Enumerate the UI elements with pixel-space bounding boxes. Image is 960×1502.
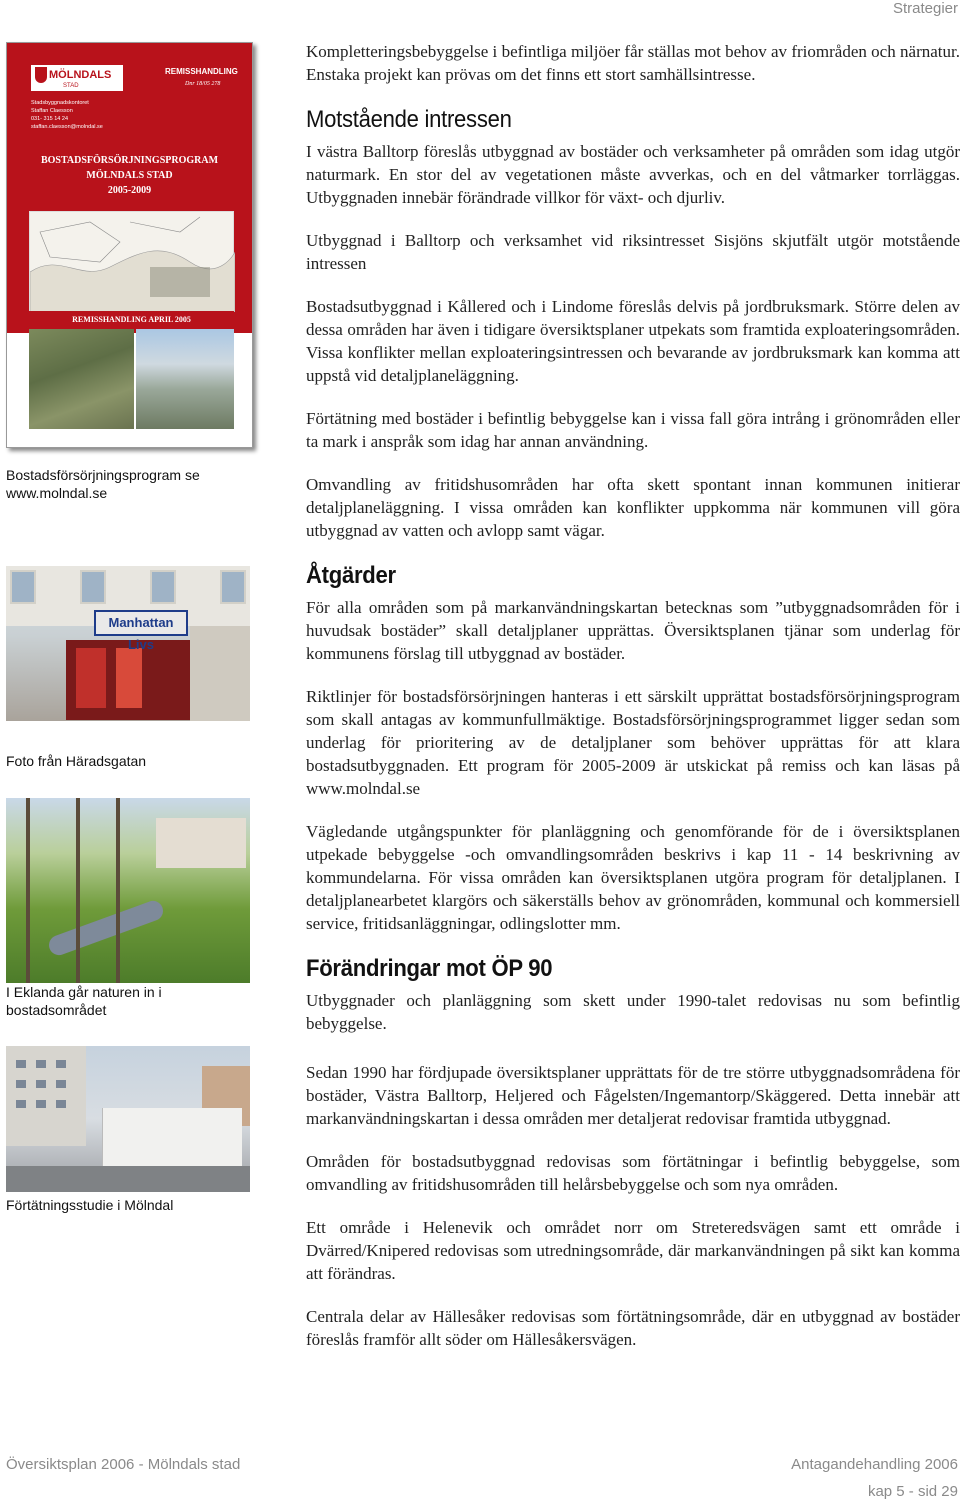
shop-poster	[76, 648, 106, 708]
shop-poster	[116, 648, 142, 708]
caption-cover: Bostadsförsörjningsprogram se www.molndal.se	[6, 467, 200, 501]
paragraph-utbyggnader: Utbyggnader och planläggning som skett under 1990-talet redovisas nu som befintlig bebyggelse.	[306, 991, 960, 1033]
logo-text: MÖLNDALS	[49, 69, 112, 81]
house	[156, 818, 246, 868]
window	[16, 1080, 26, 1088]
window	[16, 1060, 26, 1068]
footer-document-title: Översiktsplan 2006 - Mölndals stad	[6, 1456, 241, 1473]
footer-status: Antagandehandling 2006	[791, 1456, 958, 1473]
section-label: Strategier	[892, 0, 958, 17]
cover-title-line2: MÖLNDALS STAD	[86, 170, 173, 181]
window	[56, 1060, 66, 1068]
caption-building: Förtätningsstudie i Mölndal	[6, 1197, 174, 1213]
paragraph-riktlinjer: Riktlinjer för bostadsförsörjningen hanteras i ett särskilt upprättat bostadsförsörjningsprogram som skall antagas av kommunfullmäktige. Bostadsförsörjningsprogrammet ligger sedan som underlag för prioritering av de detaljplaner som behöver upprättas för att klara bostadsutbyggnaden. Ett program för 2005-2009 är utskickat på remiss och kan läsas på www.molndal.se	[306, 687, 960, 798]
heading-motstaende-intressen: Motstående intressen	[306, 106, 512, 133]
heading-atgarder: Åtgärder	[306, 562, 396, 589]
cover-title-line1: BOSTADSFÖRSÖRJNINGSPROGRAM	[40, 155, 219, 166]
densification-study-image	[6, 1046, 250, 1192]
caption-nature: I Eklanda går naturen in i bostadsområdet	[6, 984, 162, 1018]
caption-street: Foto från Häradsgatan	[6, 753, 147, 769]
side-wall	[190, 626, 250, 721]
contact-line: staffan.claesson@molndal.se	[31, 124, 103, 130]
paragraph-omraden: Områden för bostadsutbyggnad redovisas som förtätningar i befintlig bebyggelse, som omvandling av fritidshusområden till helårsbebyggelse och som nya områden.	[306, 1152, 960, 1194]
logo-sub: STAD	[63, 83, 79, 89]
shop-sign: Manhattan Livs	[94, 610, 188, 636]
contact-line: 031- 315 14 24	[31, 116, 69, 122]
heading-forandringar: Förändringar mot ÖP 90	[306, 955, 553, 982]
window	[16, 1100, 26, 1108]
tree	[26, 798, 30, 983]
cover-dnr: Dnr 18/05 278	[185, 81, 221, 87]
cover-photos	[29, 329, 234, 429]
window	[56, 1100, 66, 1108]
aerial-photo	[29, 329, 134, 429]
window	[220, 570, 246, 604]
contact-line: Stadsbyggnadskontoret	[31, 100, 89, 106]
window	[150, 570, 176, 604]
paragraph-fortatning: Förtätning med bostäder i befintlig bebyggelse kan i vissa fall göra intrång i grönområden eller ta mark i anspråk som idag har annan användning.	[306, 409, 960, 451]
paragraph-helenevik: Ett område i Helenevik och området norr om Streteredsvägen samt ett område i Dvärred/Knipered redovisas som utredningsområde, där markanvändningen på sikt kan komma att förändras.	[306, 1218, 960, 1283]
paragraph-kallered: Bostadsutbyggnad i Kållered och i Lindome föreslås delvis på jordbruksmark. Större delen av dessa områden har även i tidigare översiktsplaner utpekats som framtida exploateringsområden. Vissa konflikter mellan exploateringsintressen och bevarande av jordbruksmark kan komma att uppstå vid detaljplaneläggning.	[306, 297, 960, 385]
road	[6, 1166, 250, 1192]
tree	[76, 798, 80, 983]
street-houses-photo	[136, 329, 234, 429]
paragraph-balltorp: I västra Balltorp föreslås utbyggnad av bostäder och verksamheter på områden som idag utgör naturmark. En stor del av vegetationen måste avverkas, och en del våtmarker torrläggas. Utbyggnaden innebär förändrade villkor för växt- och djurliv.	[306, 142, 960, 207]
cover-map	[29, 211, 234, 311]
cover-remiss-title: REMISSHANDLING	[165, 67, 238, 76]
cover-banner: REMISSHANDLING APRIL 2005	[29, 311, 234, 329]
window	[36, 1080, 46, 1088]
paragraph-atgarder: För alla områden som på markanvändningskartan betecknas som ”utbyggnadsområden för i huvudsak bostäder” skall detaljplaner upprättas. Översiktsplanen tjänar som underlag för kommunens förslag till utbyggnad av bostäder.	[306, 598, 960, 663]
paragraph-vagledande: Vägledande utgångspunkter för planläggning och genomförande för de i översiktsplanen utpekade bebyggelse -och omvandlingsområden beskrivs i kap 11 - 14 beskrivning av kommundelarna. För vissa områden kan översiktsplanen utgöra program för detaljplanen. I detaljplanearbetet klargörs och säkerställs behov av grönområden, kommunal och kommersiell service, fritidsanläggningar, odlingslotter mm.	[306, 822, 960, 933]
program-cover-image	[6, 42, 253, 448]
paragraph-omvandling: Omvandling av fritidshusområden har ofta skett spontant innan kommunen initierar detaljplaneläggning. I vissa områden kan konflikter uppkomma när kommunen vill göra utbyggnad av vatten och avlopp samt vägar.	[306, 475, 960, 540]
cover-title-line3: 2005-2009	[107, 185, 152, 196]
tree	[116, 798, 120, 983]
coat-of-arms-icon	[35, 67, 47, 83]
new-building	[102, 1108, 242, 1168]
window	[56, 1080, 66, 1088]
window	[80, 570, 106, 604]
window	[10, 570, 36, 604]
main-content	[306, 40, 960, 1371]
map-illustration	[30, 212, 235, 312]
paragraph-sisjon: Utbyggnad i Balltorp och verksamhet vid riksintresset Sisjöns skjutfält utgör motstående intressen	[306, 231, 960, 273]
paragraph-sedan-1990: Sedan 1990 har fördjupade översiktsplaner upprättats för de tre större utbyggnadsområdena för bostäder, Västra Balltorp, Heljered och Fågelsten/Ingemantorp/Skäggered. Detta innebär att markanvändningskartan i dessa områden mer detaljerat redovisar framtida utbyggnad.	[306, 1063, 960, 1128]
haradsgatan-photo	[6, 566, 250, 721]
contact-line: Staffan Claesson	[31, 108, 73, 114]
intro-paragraph: Kompletteringsbebyggelse i befintliga miljöer får ställas mot behov av friområden och närnatur. Enstaka projekt kan prövas om det finns ett stort samhällsintresse.	[306, 42, 960, 84]
paragraph-hallesaker: Centrala delar av Hällesåker redovisas som förtätningsområde, där en utbyggnad av bostäder föreslås framför allt söder om Hällesåkersvägen.	[306, 1307, 960, 1349]
page-number: kap 5 - sid 29	[867, 1483, 958, 1500]
cover-contact	[31, 99, 103, 131]
window	[36, 1060, 46, 1068]
stream	[46, 898, 166, 958]
window	[36, 1100, 46, 1108]
eklanda-photo	[6, 798, 250, 983]
